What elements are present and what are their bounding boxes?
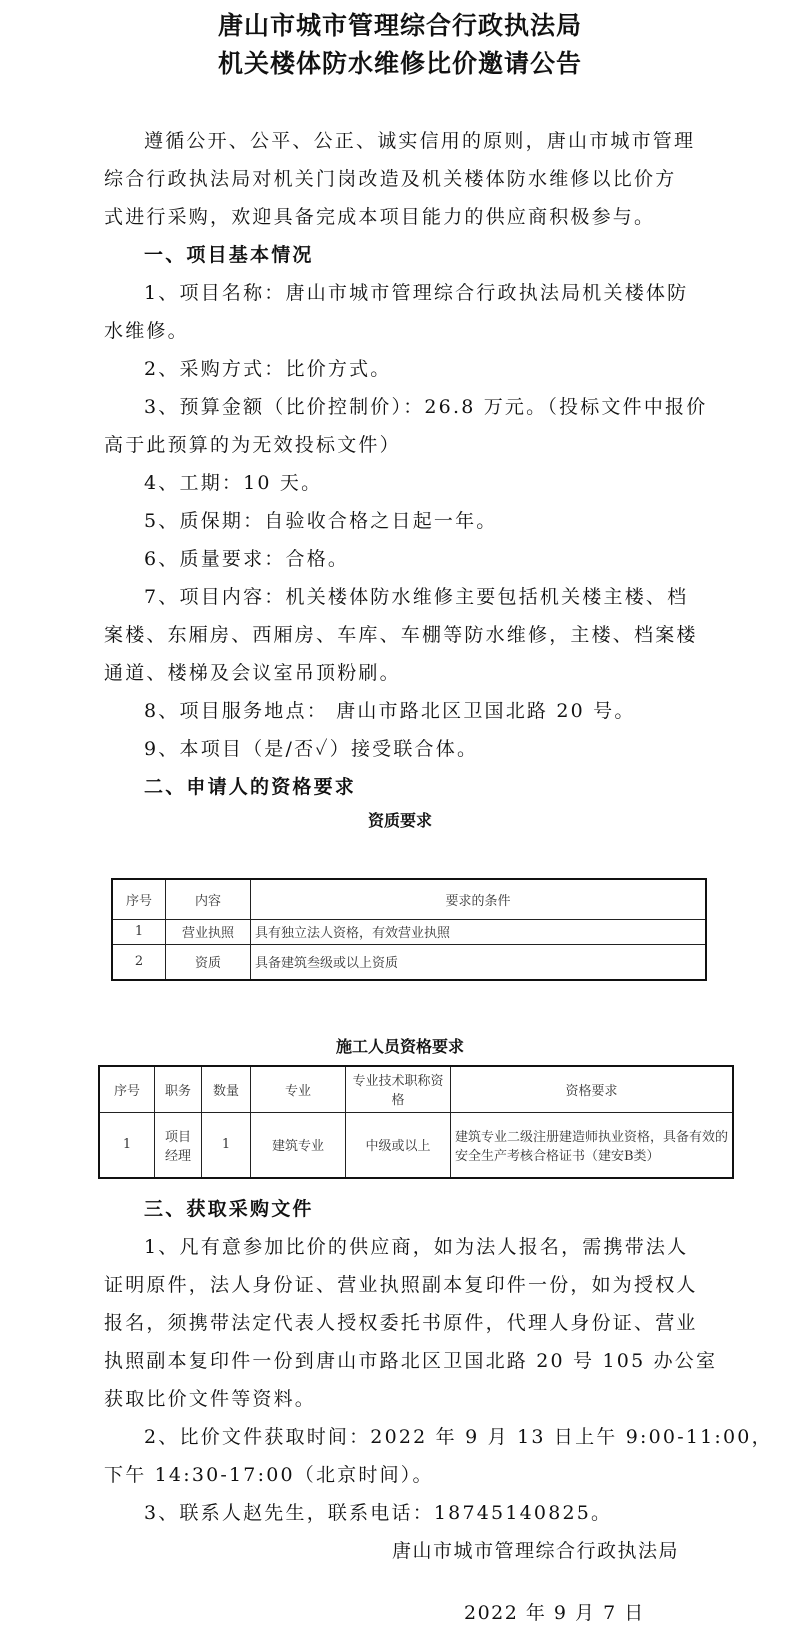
section3-line: 1、凡有意参加比价的供应商，如为法人报名，需携带法人 (144, 1236, 689, 1258)
table-header-cell: 序号 (112, 879, 166, 919)
table-header-cell: 数量 (202, 1066, 251, 1112)
section3-line: 下午 14:30-17:00（北京时间）。 (104, 1464, 434, 1486)
section1-line: 3、预算金额（比价控制价）：26.8 万元。（投标文件中报价 (144, 396, 708, 418)
section3-line: 执照副本复印件一份到唐山市路北区卫国北路 20 号 105 办公室 (104, 1350, 718, 1372)
section1-line: 7、项目内容：机关楼体防水维修主要包括机关楼主楼、档 (144, 586, 689, 608)
section1-line: 5、质保期：自验收合格之日起一年。 (144, 510, 498, 532)
title-line-2: 机关楼体防水维修比价邀请公告 (217, 49, 582, 78)
section-heading: 一、项目基本情况 (144, 244, 314, 266)
table-cell: 营业执照 (166, 919, 251, 944)
table-header-cell: 专业 (251, 1066, 346, 1112)
intro-line: 遵循公开、公平、公正、诚实信用的原则，唐山市城市管理 (144, 130, 696, 152)
section1-line: 2、采购方式：比价方式。 (144, 358, 392, 380)
table-cell: 1 (112, 919, 166, 944)
table-cell: 1 (99, 1112, 155, 1178)
table-cell: 建筑专业二级注册建造师执业资格，具备有效的安全生产考核合格证书（建安B类） (451, 1112, 734, 1178)
section1-line: 通道、楼梯及会议室吊顶粉刷。 (104, 662, 401, 684)
section1-line: 案楼、东厢房、西厢房、车库、车棚等防水维修，主楼、档案楼 (104, 624, 698, 646)
table2-caption: 施工人员资格要求 (335, 1037, 464, 1056)
table-header-row (112, 879, 706, 919)
title-line-1: 唐山市城市管理综合行政执法局 (217, 11, 582, 40)
table-cell: 2 (112, 944, 166, 980)
section-heading: 三、获取采购文件 (144, 1198, 314, 1220)
section-heading: 二、申请人的资格要求 (144, 776, 357, 798)
table-header-cell: 内容 (166, 879, 251, 919)
table-cell: 中级或以上 (346, 1112, 451, 1178)
table-cell: 建筑专业 (251, 1112, 346, 1178)
intro-line: 式进行采购，欢迎具备完成本项目能力的供应商积极参与。 (104, 206, 656, 228)
table-header-row (99, 1066, 733, 1112)
section1-line: 4、工期：10 天。 (144, 472, 323, 494)
personnel-table (98, 1065, 734, 1179)
table1-caption: 资质要求 (367, 811, 432, 830)
table-row (99, 1112, 733, 1178)
table-cell: 项目经理 (155, 1112, 202, 1178)
qualification-table (111, 878, 707, 981)
intro-line: 综合行政执法局对机关门岗改造及机关楼体防水维修以比价方 (104, 168, 677, 190)
table-row (112, 919, 706, 944)
table-header-cell: 序号 (99, 1066, 155, 1112)
signature-org: 唐山市城市管理综合行政执法局 (392, 1540, 680, 1562)
table-header-cell: 要求的条件 (251, 879, 707, 919)
section1-line: 高于此预算的为无效投标文件） (104, 434, 401, 456)
table-cell: 具备建筑叁级或以上资质 (251, 944, 707, 980)
section1-line: 9、本项目（是/否✓）接受联合体。 (144, 738, 479, 760)
table-cell: 资质 (166, 944, 251, 980)
table-header-cell: 资格要求 (451, 1066, 734, 1112)
section3-line: 2、比价文件获取时间：2022 年 9 月 13 日上午 9:00-11:00， (144, 1426, 773, 1448)
section3-line: 获取比价文件等资料。 (104, 1388, 317, 1410)
section1-line: 6、质量要求：合格。 (144, 548, 350, 570)
section3-line: 报名，须携带法定代表人授权委托书原件，代理人身份证、营业 (104, 1312, 698, 1334)
section1-line: 1、项目名称：唐山市城市管理综合行政执法局机关楼体防 (144, 282, 689, 304)
table-row (112, 944, 706, 980)
section1-line: 水维修。 (104, 320, 189, 342)
table-header-cell: 专业技术职称资格 (346, 1066, 451, 1112)
section3-line: 3、联系人赵先生，联系电话：18745140825。 (144, 1502, 613, 1524)
table-header-cell: 职务 (155, 1066, 202, 1112)
table-cell: 1 (202, 1112, 251, 1178)
table-cell: 具有独立法人资格，有效营业执照 (251, 919, 707, 944)
section1-line: 8、项目服务地点： 唐山市路北区卫国北路 20 号。 (144, 700, 636, 722)
signature-date: 2022 年 9 月 7 日 (464, 1602, 645, 1624)
section3-line: 证明原件，法人身份证、营业执照副本复印件一份，如为授权人 (104, 1274, 698, 1296)
